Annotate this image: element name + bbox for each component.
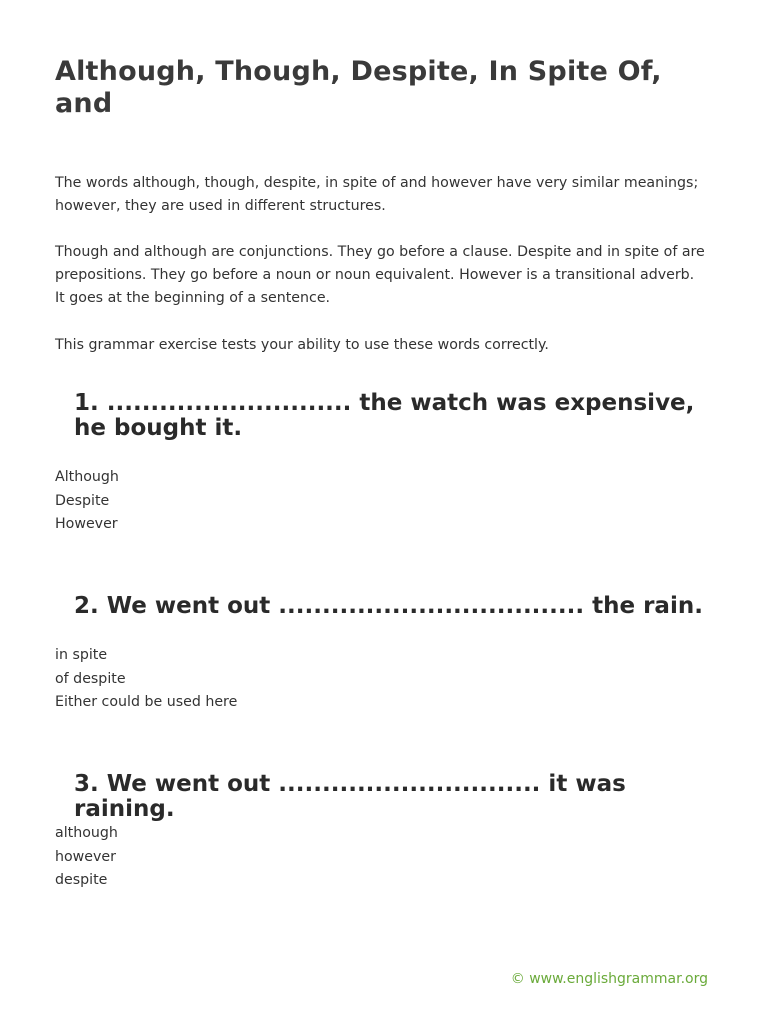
question-3: 3. We went out .............................. it was raining. — [74, 771, 626, 822]
question-1-option-3[interactable]: However — [55, 516, 118, 532]
question-2-options — [55, 644, 237, 715]
question-3-option-2[interactable]: however — [55, 848, 116, 865]
question-3-option-1[interactable]: although — [55, 825, 118, 841]
question-1-option-1[interactable]: Although — [55, 469, 119, 485]
copyright-footer[interactable]: © www.englishgrammar.org — [510, 971, 708, 987]
intro-paragraph-1: The words although, though, despite, in spite of and however have very similar meanings; however, they are used in different structures. — [55, 175, 699, 214]
question-1: 1. ............................ the watch was expensive, he bought it. — [74, 390, 695, 441]
question-2-option-2[interactable]: of despite — [55, 670, 126, 687]
question-2: 2. We went out ................................... the rain. — [74, 593, 703, 619]
intro-paragraph-3: This grammar exercise tests your ability to use these words correctly. — [55, 337, 549, 353]
page-title: Although, Though, Despite, In Spite Of, and — [55, 56, 662, 119]
question-1-options — [55, 466, 119, 537]
intro-paragraph-2: Though and although are conjunctions. They go before a clause. Despite and in spite of are prepositions. They go before a noun or noun equivalent. However is a transitional adverb. It goes at the beginning of a sentence. — [55, 244, 705, 306]
question-2-option-1[interactable]: in spite — [55, 647, 108, 663]
question-2-option-3[interactable]: Either could be used here — [55, 694, 238, 710]
question-1-option-2[interactable]: Despite — [55, 492, 110, 509]
question-3-options — [55, 822, 118, 893]
question-3-option-3[interactable]: despite — [55, 872, 108, 888]
